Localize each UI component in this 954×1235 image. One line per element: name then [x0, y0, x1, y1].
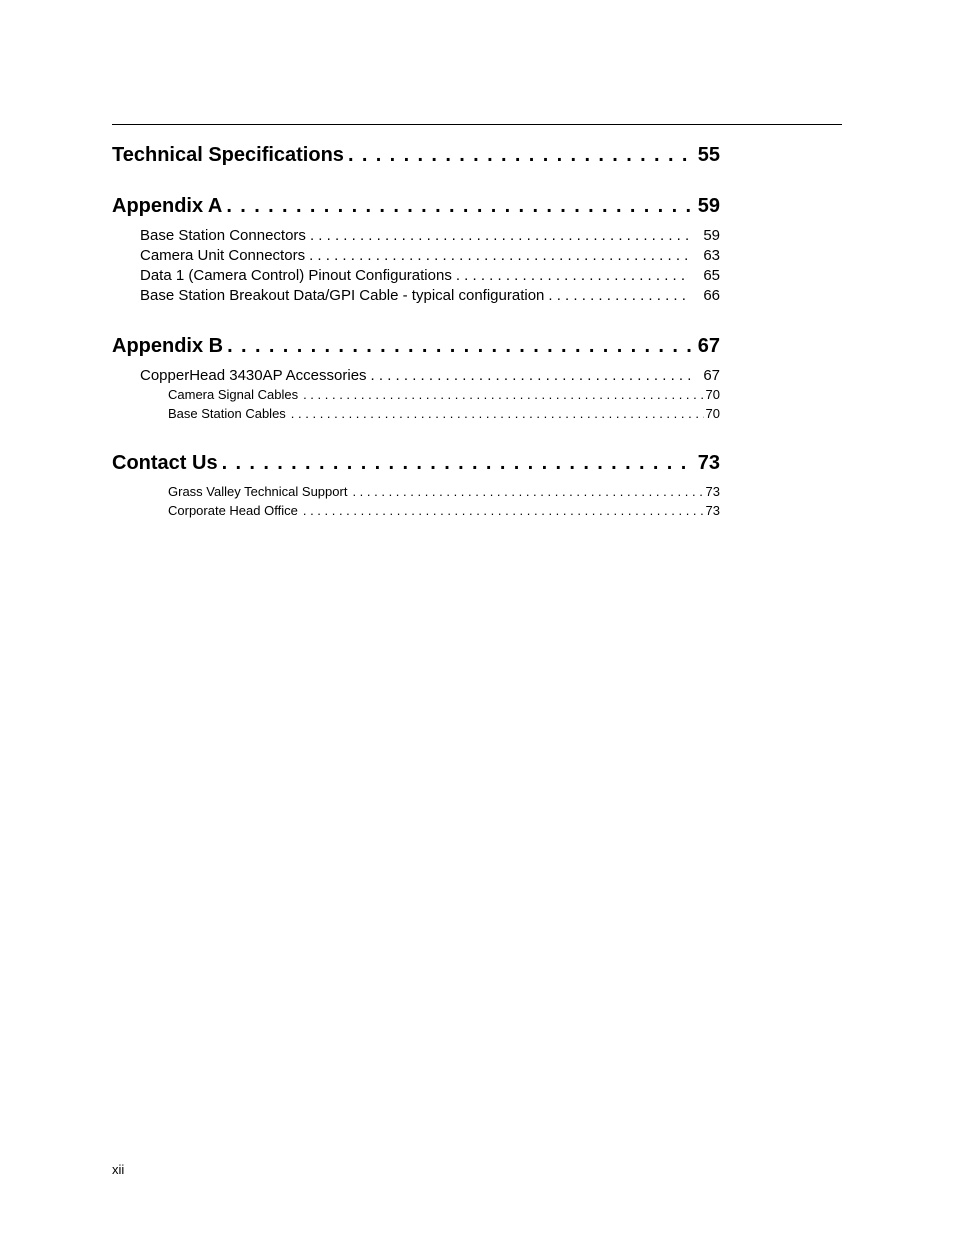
toc-entry-page: 73	[705, 484, 720, 499]
toc-entry-title: Grass Valley Technical Support	[168, 484, 348, 499]
dot-leader	[227, 335, 694, 358]
toc-entry-page: 63	[703, 247, 720, 264]
toc-entry-page: 65	[703, 267, 720, 284]
toc-entry-title: Base Station Cables	[168, 406, 286, 421]
toc-entry-page: 67	[697, 335, 720, 357]
header-rule	[112, 124, 842, 125]
toc-entry-title: Base Station Connectors	[140, 227, 306, 244]
toc-subentry-camera-unit-connectors[interactable]	[140, 247, 720, 264]
toc-entry-page: 73	[697, 452, 720, 474]
toc-entry-page: 66	[703, 287, 720, 304]
dot-leader	[309, 247, 690, 264]
toc-entry-title: Technical Specifications	[112, 144, 344, 166]
toc-subentry-base-station-connectors[interactable]	[140, 227, 720, 244]
toc-entry-appendix-a[interactable]	[112, 195, 720, 218]
toc-entry-title: Appendix A	[112, 195, 223, 217]
toc-subsubentry-technical-support[interactable]	[168, 484, 720, 499]
toc-entry-title: Contact Us	[112, 452, 218, 474]
toc-subsubentry-corporate-head-office[interactable]	[168, 503, 720, 518]
toc-entry-title: CopperHead 3430AP Accessories	[140, 367, 367, 384]
toc-entry-title: Camera Signal Cables	[168, 387, 299, 402]
toc-entry-title: Base Station Breakout Data/GPI Cable - typical configuration	[140, 287, 545, 304]
toc-entry-title: Appendix B	[112, 335, 224, 357]
dot-leader	[456, 267, 690, 284]
toc-entry-title: Camera Unit Connectors	[140, 247, 306, 264]
toc-entry-page: 59	[697, 195, 720, 217]
toc-entry-page: 55	[697, 144, 720, 166]
toc-entry-page: 59	[703, 227, 720, 244]
toc-entry-page: 70	[705, 406, 720, 421]
toc-subentry-copperhead-accessories[interactable]	[140, 367, 720, 384]
toc-entry-contact-us[interactable]	[112, 452, 720, 475]
toc-entry-page: 67	[703, 367, 720, 384]
dot-leader	[352, 484, 703, 499]
dot-leader	[548, 287, 690, 304]
page-number: xii	[112, 1162, 125, 1177]
toc-subsubentry-camera-signal-cables[interactable]	[168, 387, 720, 402]
toc-subentry-breakout-cable[interactable]	[140, 287, 720, 304]
toc-subentry-data1-pinout[interactable]	[140, 267, 720, 284]
toc-entry-appendix-b[interactable]	[112, 335, 720, 358]
toc-entry-title: Corporate Head Office	[168, 503, 298, 518]
toc-entry-technical-specifications[interactable]	[112, 144, 720, 167]
dot-leader	[303, 387, 703, 402]
dot-leader	[222, 452, 694, 475]
dot-leader	[348, 144, 694, 167]
toc-entry-page: 70	[705, 387, 720, 402]
dot-leader	[310, 227, 690, 244]
dot-leader	[226, 195, 693, 218]
dot-leader	[371, 367, 690, 384]
toc-entry-page: 73	[705, 503, 720, 518]
toc-subsubentry-base-station-cables[interactable]	[168, 406, 720, 421]
dot-leader	[291, 406, 704, 421]
dot-leader	[303, 503, 704, 518]
toc-entry-title: Data 1 (Camera Control) Pinout Configurations	[140, 267, 452, 284]
